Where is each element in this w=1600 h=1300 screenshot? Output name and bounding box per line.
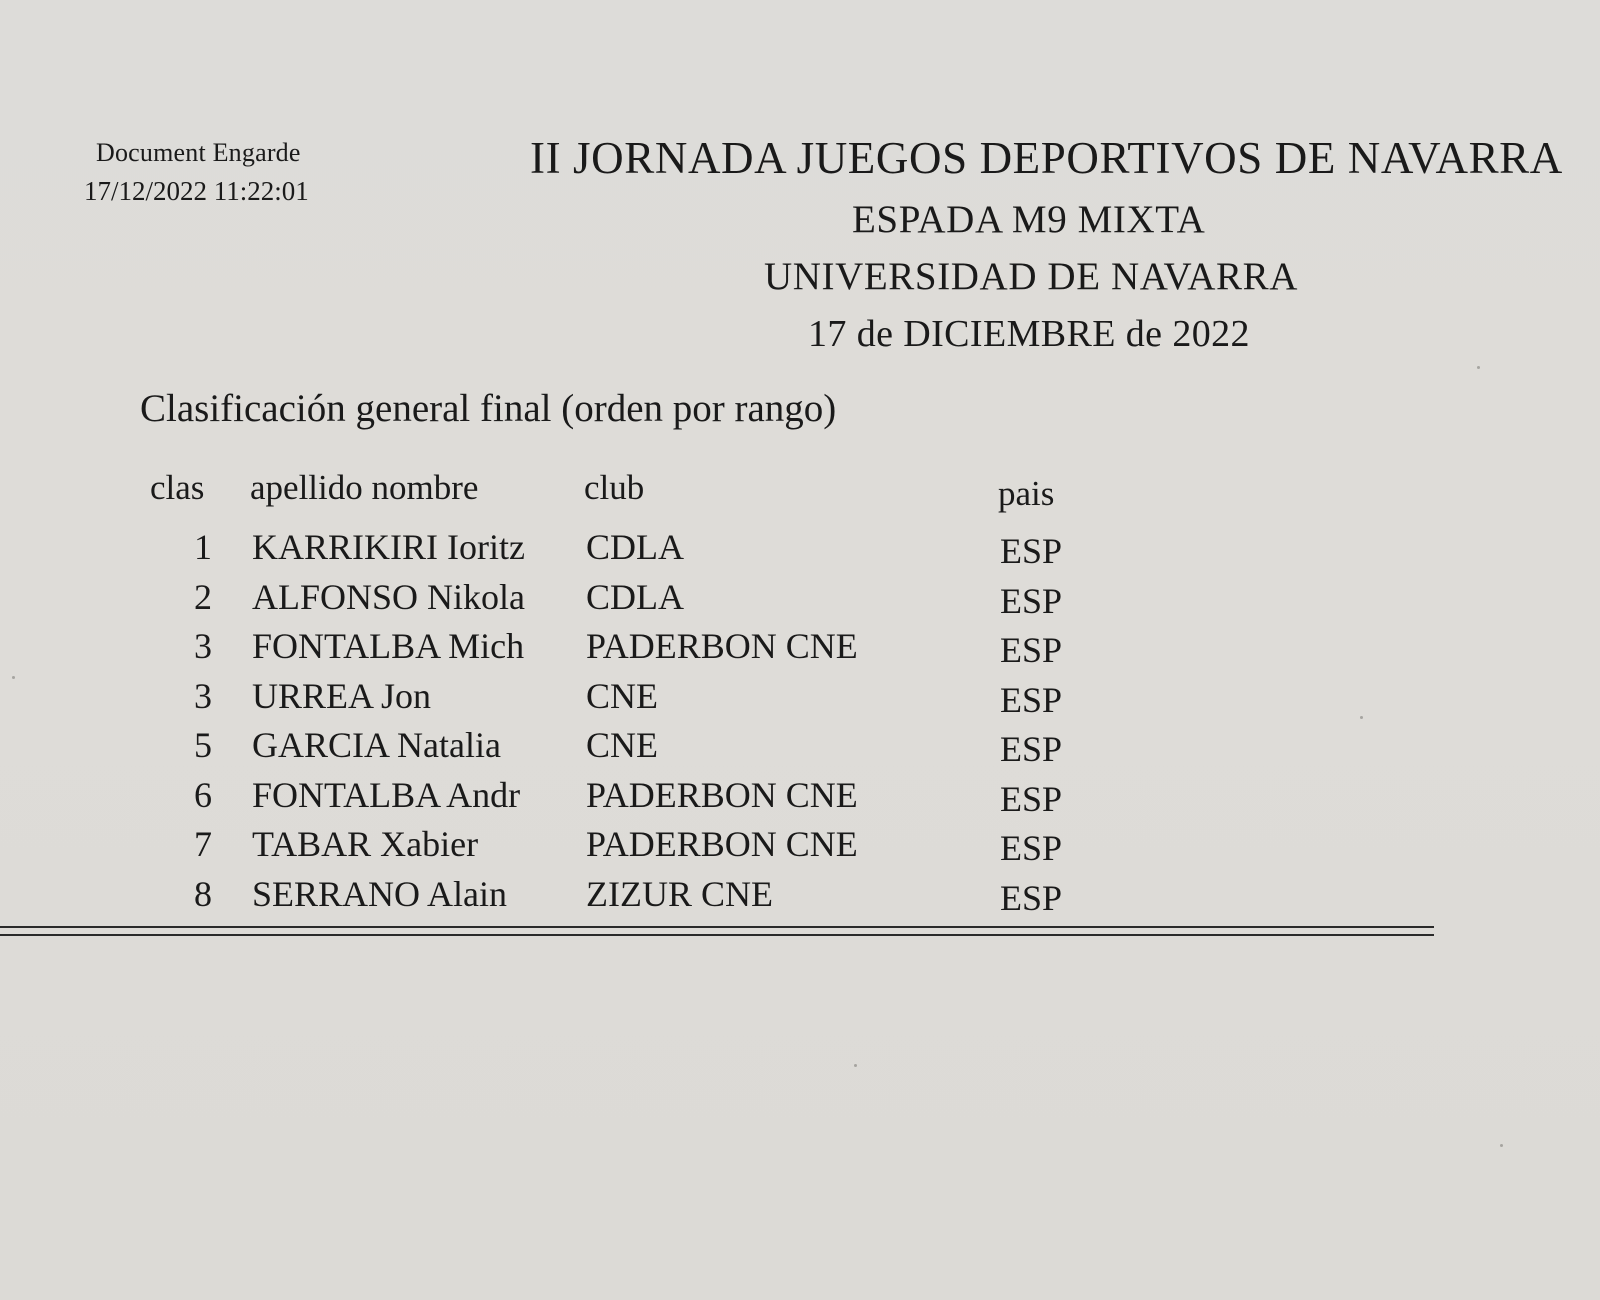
paper-speck xyxy=(854,1064,857,1067)
name-cell: FONTALBA Andr xyxy=(252,774,521,815)
column-header-name: apellido nombre xyxy=(250,468,479,507)
rank-cell: 2 xyxy=(194,576,212,617)
paper-speck xyxy=(1477,366,1480,369)
paper-speck xyxy=(1500,1144,1503,1147)
rank-cell: 8 xyxy=(194,873,212,914)
table-row xyxy=(0,576,1600,626)
country-cell: ESP xyxy=(1000,630,1063,670)
country-cell: ESP xyxy=(1000,580,1063,621)
event-venue: UNIVERSIDAD DE NAVARRA xyxy=(764,255,1298,298)
rank-cell: 5 xyxy=(194,725,212,765)
column-header-club: club xyxy=(584,468,645,507)
column-header-country: pais xyxy=(998,474,1055,513)
name-cell: TABAR Xabier xyxy=(252,824,479,864)
club-cell: CNE xyxy=(586,725,658,765)
table-row xyxy=(0,526,1600,576)
rank-cell: 6 xyxy=(194,774,212,815)
name-cell: ALFONSO Nikola xyxy=(252,576,526,617)
table-row xyxy=(0,625,1600,675)
name-cell: KARRIKIRI Ioritz xyxy=(252,527,525,567)
event-date: 17 de DICIEMBRE de 2022 xyxy=(808,313,1250,355)
column-header-rank: clas xyxy=(150,468,205,507)
club-cell: ZIZUR CNE xyxy=(586,873,773,914)
document-source: Document Engarde xyxy=(96,138,301,167)
country-cell: ESP xyxy=(1000,531,1063,571)
document-timestamp: 17/12/2022 11:22:01 xyxy=(84,176,309,206)
country-cell: ESP xyxy=(1000,828,1063,868)
rank-cell: 3 xyxy=(194,675,212,716)
section-title: Clasificación general final (orden por rango) xyxy=(140,387,837,430)
event-title: II JORNADA JUEGOS DEPORTIVOS DE NAVARRA xyxy=(530,133,1563,183)
name-cell: URREA Jon xyxy=(252,675,432,716)
rank-cell: 1 xyxy=(194,527,212,567)
rank-cell: 7 xyxy=(194,824,212,864)
club-cell: CDLA xyxy=(586,527,684,567)
rule-line xyxy=(0,926,1434,928)
club-cell: CDLA xyxy=(586,576,684,617)
country-cell: ESP xyxy=(1000,679,1063,720)
name-cell: FONTALBA Mich xyxy=(252,626,525,666)
rank-cell: 3 xyxy=(194,626,212,666)
table-row xyxy=(0,823,1600,873)
country-cell: ESP xyxy=(1000,778,1063,819)
club-cell: PADERBON CNE xyxy=(586,774,858,815)
club-cell: PADERBON CNE xyxy=(586,824,858,864)
country-cell: ESP xyxy=(1000,877,1063,918)
rule-line xyxy=(0,934,1434,936)
name-cell: SERRANO Alain xyxy=(252,873,508,914)
table-row xyxy=(0,873,1600,923)
name-cell: GARCIA Natalia xyxy=(252,725,501,765)
paper-speck xyxy=(1360,716,1363,719)
results-table xyxy=(0,526,1600,922)
table-row xyxy=(0,774,1600,824)
country-cell: ESP xyxy=(1000,729,1063,769)
club-cell: PADERBON CNE xyxy=(586,626,858,666)
event-category: ESPADA M9 MIXTA xyxy=(852,198,1206,241)
table-row xyxy=(0,724,1600,774)
paper-speck xyxy=(12,676,15,679)
club-cell: CNE xyxy=(586,675,658,716)
table-end-double-rule xyxy=(0,926,1434,937)
